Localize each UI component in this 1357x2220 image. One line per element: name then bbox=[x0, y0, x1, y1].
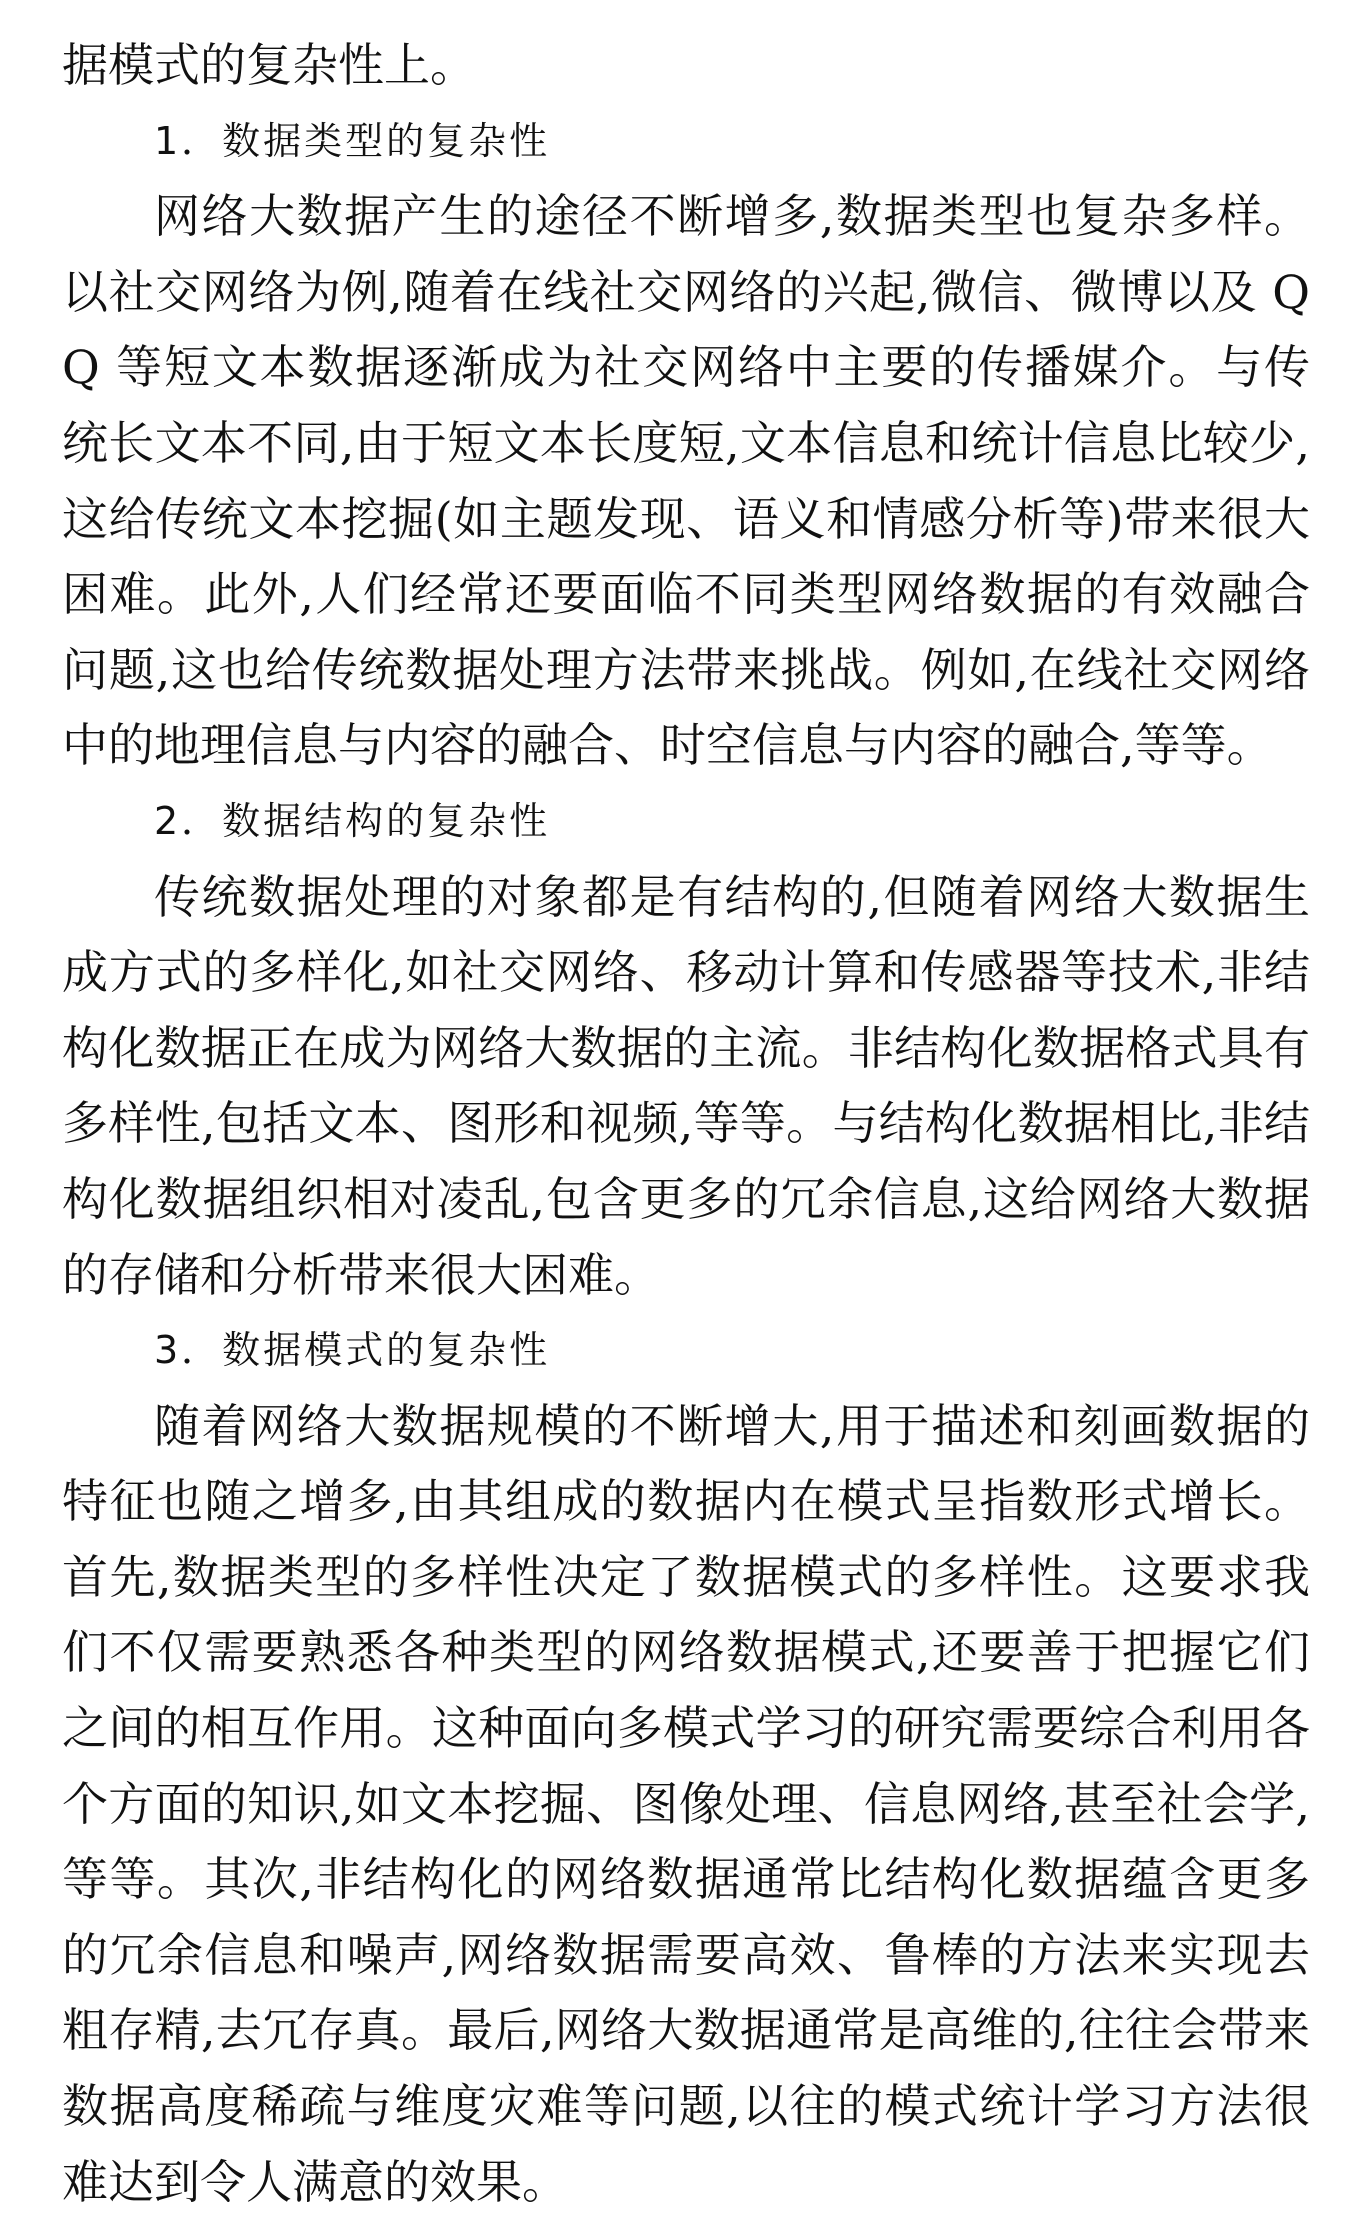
section-heading-data-types: 1．数据类型的复杂性 bbox=[154, 118, 551, 163]
section-body-data-structure: 传统数据处理的对象都是有结构的,但随着网络大数据生成方式的多样化,如社交网络、移动计算和传感器等技术,非结构化数据正在成为网络大数据的主流。非结构化数据格式具有多样性,包括文本、图形和视频,等等。与结构化数据相比,非结构化数据组织相对凌乱,包含更多的冗余信息,这给网络大数据的存储和分析带来很大困难。 bbox=[62, 869, 1310, 1302]
section-heading-data-patterns: 3．数据模式的复杂性 bbox=[154, 1328, 551, 1373]
section-body-data-types: 网络大数据产生的途径不断增多,数据类型也复杂多样。以社交网络为例,随着在线社交网络的兴起,微信、微博以及 QQ 等短文本数据逐渐成为社交网络中主要的传播媒介。与传统长文本不同,由于短文本长度短,文本信息和统计信息比较少,这给传统文本挖掘(如主题发现、语义和情感分析等)带来很大困难。此外,人们经常还要面临不同类型网络数据的有效融合问题,这也给传统数据处理方法带来挑战。例如,在线社交网络中的地理信息与内容的融合、时空信息与内容的融合,等等。 bbox=[62, 189, 1310, 773]
section-heading-data-structure: 2．数据结构的复杂性 bbox=[154, 798, 551, 843]
document-page bbox=[62, 28, 1310, 2220]
intro-tail-paragraph: 据模式的复杂性上。 bbox=[62, 38, 476, 92]
section-body-data-patterns: 随着网络大数据规模的不断增大,用于描述和刻画数据的特征也随之增多,由其组成的数据内在模式呈指数形式增长。首先,数据类型的多样性决定了数据模式的多样性。这要求我们不仅需要熟悉各种类型的网络数据模式,还要善于把握它们之间的相互作用。这种面向多模式学习的研究需要综合利用各个方面的知识,如文本挖掘、图像处理、信息网络,甚至社会学,等等。其次,非结构化的网络数据通常比结构化数据蕴含更多的冗余信息和噪声,网络数据需要高效、鲁棒的方法来实现去粗存精,去冗存真。最后,网络大数据通常是高维的,往往会带来数据高度稀疏与维度灾难等问题,以往的模式统计学习方法很难达到令人满意的效果。 bbox=[62, 1398, 1310, 2209]
